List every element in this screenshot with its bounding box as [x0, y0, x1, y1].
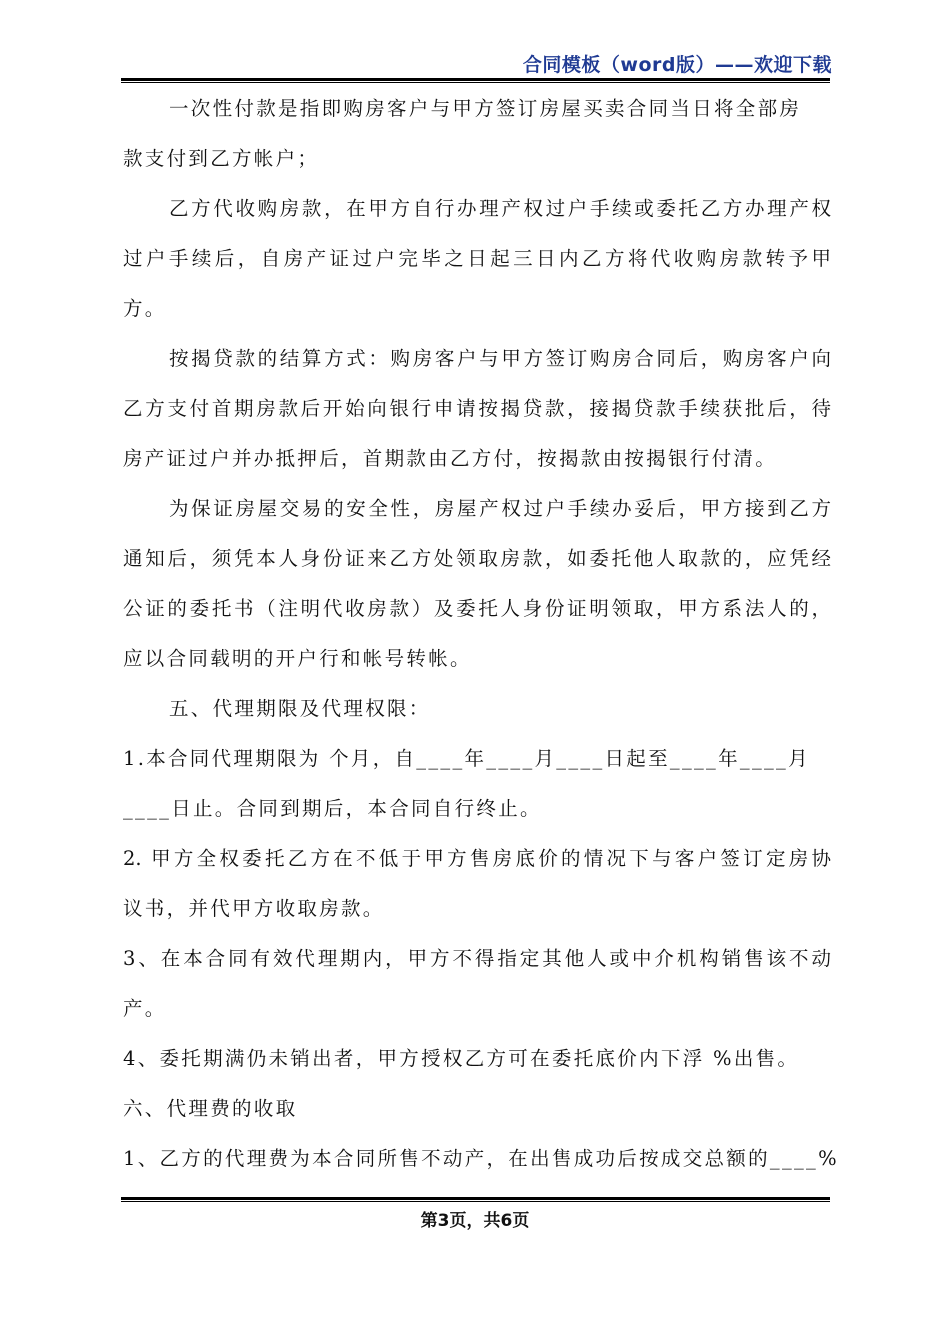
body-line: 过户手续后，自房产证过户完毕之日起三日内乙方将代收购房款转予甲	[123, 247, 831, 270]
body-line: 按揭贷款的结算方式：购房客户与甲方签订购房合同后，购房客户向	[169, 347, 831, 370]
page-number: 第3页，共6页	[420, 1211, 530, 1231]
body-line: 乙方代收购房款，在甲方自行办理产权过户手续或委托乙方办理产权	[169, 197, 831, 220]
body-line: 为保证房屋交易的安全性，房屋产权过户手续办妥后，甲方接到乙方	[169, 497, 831, 520]
document-header-title: 合同模板（word版）——欢迎下载	[522, 54, 832, 76]
body-line: 1.本合同代理期限为 个月，自____年____月____日起至____年____月	[123, 747, 810, 770]
body-line: 3、在本合同有效代理期内，甲方不得指定其他人或中介机构销售该不动	[123, 947, 831, 970]
section-heading: 五、代理期限及代理权限：	[169, 697, 431, 720]
body-line: 4、委托期满仍未销出者，甲方授权乙方可在委托底价内下浮 %出售。	[123, 1047, 800, 1070]
body-line: 通知后，须凭本人身份证来乙方处领取房款，如委托他人取款的，应凭经	[123, 547, 831, 570]
body-line: 款支付到乙方帐户；	[123, 147, 320, 170]
body-line: 一次性付款是指即购房客户与甲方签订房屋买卖合同当日将全部房	[169, 97, 802, 120]
footer-divider	[121, 1197, 830, 1202]
header-divider	[121, 78, 830, 83]
body-line: 方。	[123, 297, 167, 320]
body-line: 1、乙方的代理费为本合同所售不动产，在出售成功后按成交总额的____%	[123, 1147, 839, 1170]
body-line: 公证的委托书（注明代收房款）及委托人身份证明领取，甲方系法人的，	[123, 597, 831, 620]
body-line: 房产证过户并办抵押后，首期款由乙方付，按揭款由按揭银行付清。	[123, 447, 778, 470]
body-line: 乙方支付首期房款后开始向银行申请按揭贷款，接揭贷款手续获批后，待	[123, 397, 831, 420]
body-line: 应以合同载明的开户行和帐号转帐。	[123, 647, 472, 670]
document-body	[123, 84, 839, 1184]
body-line: 2. 甲方全权委托乙方在不低于甲方售房底价的情况下与客户签订定房协	[123, 847, 831, 870]
body-line: ____日止。合同到期后，本合同自行终止。	[123, 797, 542, 820]
body-line: 产。	[123, 997, 167, 1020]
body-line: 议书，并代甲方收取房款。	[123, 897, 385, 920]
section-heading: 六、代理费的收取	[123, 1097, 298, 1120]
